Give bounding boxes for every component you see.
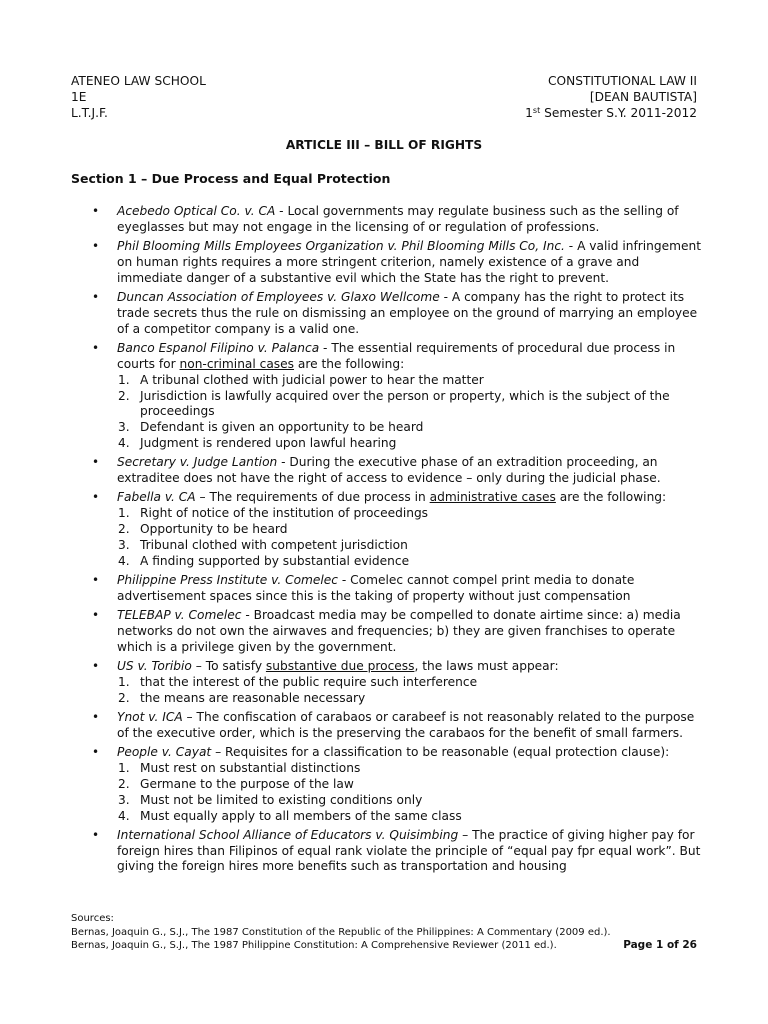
case-text: Broadcast media may be compelled to donate airtime since: a) media networks do not own the airwaves and frequencies; b) they are given franchises to operate which is a privilege given by the government.: [117, 608, 681, 654]
numbered-list: [117, 373, 701, 453]
numbered-item: [117, 436, 701, 452]
item-text: Germane to the purpose of the law: [140, 776, 354, 791]
case-name: Secretary v. Judge Lantion: [117, 455, 278, 470]
case-body: [117, 659, 701, 675]
item-number: 1.: [118, 506, 130, 521]
numbered-item: [117, 793, 701, 809]
numbered-list: [117, 506, 701, 570]
numbered-item: [117, 761, 701, 777]
case-item: [71, 710, 701, 742]
case-body: [117, 490, 701, 506]
document-title: ARTICLE III – BILL OF RIGHTS: [285, 138, 483, 152]
case-body: [117, 341, 701, 373]
course-name: CONSTITUTIONAL LAW II: [548, 74, 697, 88]
bullet-icon: •: [92, 289, 100, 304]
item-text: A tribunal clothed with judicial power to hear the matter: [140, 372, 484, 387]
numbered-list: [117, 675, 701, 707]
case-body: [117, 745, 701, 761]
item-number: 1.: [118, 372, 130, 387]
numbered-item: [117, 538, 701, 554]
item-text: Judgment is rendered upon lawful hearing: [140, 436, 397, 451]
case-text: The confiscation of carabaos or carabeef is not reasonably related to the purpose of the executive order, which is the preserving the carabaos for the benefit of small farmers.: [117, 709, 695, 740]
case-name: Philippine Press Institute v. Comelec: [117, 573, 338, 588]
item-number: 3.: [118, 538, 130, 553]
item-number: 2.: [118, 690, 130, 705]
footer-sources: [71, 912, 697, 953]
case-text: A company has the right to protect its trade secrets thus the rule on dismissing an employee on the ground of marrying an employee of a competitor company is a valid one.: [117, 289, 698, 336]
numbered-item: [117, 554, 701, 570]
item-number: 3.: [118, 420, 130, 435]
numbered-list: [117, 761, 701, 825]
case-separator: -: [275, 204, 288, 218]
case-name: Phil Blooming Mills Employees Organization v. Phil Blooming Mills Co, Inc.: [117, 239, 565, 253]
case-name: Ynot v. ICA: [117, 709, 183, 724]
numbered-item: [117, 389, 701, 421]
case-text: During the executive phase of an extradition proceeding, an extraditee does not have the right of access to evidence – only during the judicial phase.: [117, 455, 661, 486]
case-body: [117, 573, 701, 605]
case-body: [117, 710, 701, 742]
case-text-underlined: administrative cases: [429, 490, 556, 505]
case-text: A valid infringement on human rights requires a more stringent criterion, namely existence of a grave and immediate danger of a substantive evil which the State has the right to prevent.: [117, 239, 701, 285]
case-item: [71, 659, 701, 707]
case-separator: -: [439, 289, 452, 304]
case-text: Local governments may regulate business such as the selling of eyeglasses but may not engage in the licensing of or regulation of professions.: [117, 204, 679, 234]
numbered-item: [117, 675, 701, 691]
bullet-icon: •: [92, 709, 100, 724]
case-text-underlined: substantive due process: [265, 658, 415, 673]
section-heading: Section 1 – Due Process and Equal Protection: [71, 171, 391, 186]
case-name: People v. Cayat: [117, 744, 212, 759]
case-item: [71, 204, 701, 236]
bullet-icon: •: [92, 340, 100, 355]
case-separator: -: [241, 608, 254, 623]
item-text: Right of notice of the institution of proceedings: [140, 506, 429, 521]
item-text: Tribunal clothed with competent jurisdiction: [140, 538, 408, 553]
numbered-item: [117, 506, 701, 522]
header-left: [71, 73, 206, 121]
bullet-icon: •: [92, 608, 100, 623]
case-text: To satisfy: [205, 658, 266, 673]
item-text: the means are reasonable necessary: [140, 690, 366, 705]
semester-line: [525, 105, 697, 121]
bullet-icon: •: [92, 490, 100, 505]
item-number: 2.: [118, 388, 130, 403]
case-body: [117, 204, 701, 236]
item-number: 4.: [118, 436, 130, 451]
case-body: [117, 290, 701, 338]
case-name: Acebedo Optical Co. v. CA: [117, 204, 276, 218]
case-list: [71, 204, 701, 879]
case-separator: -: [319, 340, 332, 355]
case-body: [117, 608, 701, 656]
case-item: [71, 239, 701, 287]
case-text: are the following:: [294, 356, 405, 371]
case-text: , the laws must appear:: [414, 658, 559, 673]
item-number: 4.: [118, 553, 130, 568]
bullet-icon: •: [92, 573, 100, 588]
case-separator: –: [195, 490, 210, 505]
item-text: Defendant is given an opportunity to be heard: [140, 420, 424, 435]
case-name: TELEBAP v. Comelec: [117, 608, 242, 623]
case-name: Duncan Association of Employees v. Glaxo Wellcome: [117, 289, 440, 304]
case-name: US v. Toribio: [117, 658, 192, 673]
case-separator: –: [182, 709, 197, 724]
case-item: [71, 573, 701, 605]
school-name: ATENEO LAW SCHOOL: [71, 74, 206, 88]
numbered-item: [117, 691, 701, 707]
item-text: Must equally apply to all members of the same class: [140, 808, 462, 823]
item-text: Opportunity to be heard: [140, 522, 288, 537]
professor-name: [DEAN BAUTISTA]: [589, 90, 697, 104]
case-separator: –: [211, 744, 226, 759]
page-number: Page 1 of 26: [623, 939, 697, 951]
item-number: 2.: [118, 776, 130, 791]
item-text: Must not be limited to existing conditions only: [140, 792, 423, 807]
case-separator: -: [277, 455, 290, 470]
case-item: [71, 290, 701, 338]
bullet-icon: •: [92, 455, 100, 470]
source-entry: Bernas, Joaquin G., S.J., The 1987 Philippine Constitution: A Comprehensive Reviewer (2011 ed.).: [71, 940, 557, 951]
case-item: [71, 455, 701, 487]
case-item: [71, 341, 701, 452]
case-separator: -: [338, 573, 351, 588]
case-separator: –: [458, 827, 473, 842]
numbered-item: [117, 809, 701, 825]
case-text: The requirements of due process in: [209, 490, 430, 505]
source-entry: Bernas, Joaquin G., S.J., The 1987 Constitution of the Republic of the Philippines: A Commentary (2009 ed.).: [71, 926, 611, 938]
numbered-item: [117, 522, 701, 538]
numbered-item: [117, 777, 701, 793]
item-text: A finding supported by substantial evidence: [140, 553, 410, 568]
semester-ordinal: 1: [525, 106, 533, 120]
case-text: The essential requirements of procedural due process in courts for: [117, 340, 676, 371]
bullet-icon: •: [92, 204, 100, 218]
item-number: 1.: [118, 760, 130, 775]
item-text: Jurisdiction is lawfully acquired over the person or property, which is the subject of the proceedings: [140, 388, 670, 419]
numbered-item: [117, 420, 701, 436]
case-text: are the following:: [555, 490, 667, 505]
case-item: [71, 828, 701, 876]
item-text: that the interest of the public require such interference: [140, 674, 478, 689]
case-item: [71, 608, 701, 656]
item-text: Must rest on substantial distinctions: [140, 760, 361, 775]
case-body: [117, 239, 701, 287]
case-separator: –: [191, 658, 206, 673]
sources-label: Sources:: [71, 913, 114, 924]
case-name: Banco Espanol Filipino v. Palanca: [117, 340, 320, 355]
case-body: [117, 828, 701, 876]
case-name: International School Alliance of Educators v. Quisimbing: [117, 827, 459, 842]
item-number: 1.: [118, 674, 130, 689]
case-text-underlined: non-criminal cases: [179, 356, 295, 371]
case-separator: -: [564, 239, 578, 253]
item-number: 3.: [118, 792, 130, 807]
case-item: [71, 745, 701, 825]
author-initials: L.T.J.F.: [71, 106, 108, 120]
bullet-icon: •: [92, 658, 100, 673]
numbered-item: [117, 373, 701, 389]
case-name: Fabella v. CA: [117, 490, 196, 505]
item-number: 4.: [118, 808, 130, 823]
item-number: 2.: [118, 522, 130, 537]
semester-suffix: st: [532, 106, 541, 115]
section-code: 1E: [71, 90, 87, 104]
case-body: [117, 455, 701, 487]
case-text: The practice of giving higher pay for foreign hires than Filipinos of equal rank violate the principle of “equal pay fpr equal work”. But giving the foreign hires more benefits such as transportation and housing: [117, 827, 701, 874]
header-right: [525, 73, 697, 121]
bullet-icon: •: [92, 827, 100, 842]
bullet-icon: •: [92, 239, 100, 253]
case-text: Comelec cannot compel print media to donate advertisement spaces since this is the taking of property without just compensation: [117, 573, 635, 603]
semester-text: Semester S.Y. 2011-2012: [540, 106, 697, 120]
case-item: [71, 490, 701, 570]
case-text: Requisites for a classification to be reasonable (equal protection clause):: [225, 744, 670, 759]
bullet-icon: •: [92, 744, 100, 759]
